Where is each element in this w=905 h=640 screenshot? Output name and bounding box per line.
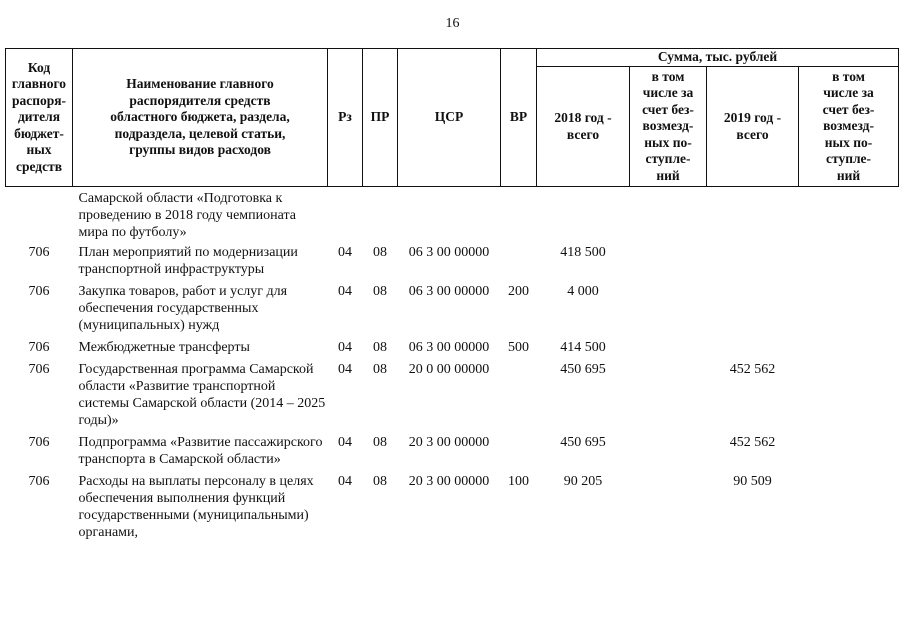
cell-name: Межбюджетные трансферты — [78, 340, 250, 355]
cell-csr: 06 3 00 00000 — [408, 245, 490, 260]
table-row — [6, 358, 899, 431]
cell-y2018: 450 695 — [560, 362, 606, 377]
cell-y2019-free — [799, 280, 899, 336]
header-vr: ВР — [501, 49, 537, 187]
cell-pr: 08 — [373, 340, 387, 355]
cell-y2019-free — [799, 241, 899, 280]
cell-y2018-free — [630, 358, 707, 431]
table-row — [6, 470, 899, 543]
cell-csr: 06 3 00 00000 — [408, 284, 490, 299]
cell-y2018: 4 000 — [567, 284, 599, 299]
cell-rz: 04 — [338, 245, 352, 260]
cell-rz: 04 — [338, 435, 352, 450]
cell-rz: 04 — [338, 474, 352, 489]
cell-y2019-free — [799, 431, 899, 470]
cell-code: 706 — [28, 340, 50, 355]
table-row — [6, 431, 899, 470]
cell-code: 706 — [28, 362, 50, 377]
cell-rz: 04 — [338, 340, 352, 355]
cell-y2018-free — [630, 431, 707, 470]
cell-code: 706 — [28, 284, 50, 299]
cell-y2019: 452 562 — [729, 435, 776, 450]
cell-y2019-free — [799, 336, 899, 358]
cell-vr — [501, 431, 537, 470]
table-row — [6, 241, 899, 280]
table-row — [6, 280, 899, 336]
cell-csr: 20 3 00 00000 — [408, 474, 490, 489]
cell-name: Закупка товаров, работ и услуг для обеспечения государственных (муниципальных) нужд — [78, 284, 288, 333]
header-rz: Рз — [328, 49, 363, 187]
cell-y2019-free — [799, 358, 899, 431]
header-name: Наименование главного распорядителя средств областного бюджета, раздела, подраздела, целевой статьи, группы видов расходов — [73, 49, 328, 187]
cell-y2019-free — [799, 470, 899, 543]
cell-csr: 06 3 00 00000 — [408, 340, 490, 355]
cell-name: Расходы на выплаты персоналу в целях обеспечения выполнения функций государственными (муниципальными) органами, — [78, 474, 314, 540]
header-2018-free: в том числе за счет без- возмезд- ных по- ступле- ний — [630, 67, 707, 187]
header-2019-total: 2019 год - всего — [707, 67, 799, 187]
cell-code: 706 — [28, 435, 50, 450]
cell-pr: 08 — [373, 284, 387, 299]
header-code: Код главного распоря- дителя бюджет- ных средств — [6, 49, 73, 187]
continuation-row — [6, 187, 899, 242]
cell-y2018: 450 695 — [560, 435, 606, 450]
header-2018-total: 2018 год - всего — [537, 67, 630, 187]
cell-y2018-free — [630, 336, 707, 358]
cell-vr: 100 — [508, 474, 529, 489]
cell-csr: 20 0 00 00000 — [408, 362, 490, 377]
continuation-text: Самарской области «Подготовка к проведению в 2018 году чемпионата мира по футболу» — [78, 191, 296, 240]
cell-name: План мероприятий по модернизации транспортной инфраструктуры — [78, 245, 298, 277]
cell-y2019 — [707, 336, 799, 358]
cell-y2018-free — [630, 470, 707, 543]
cell-y2018: 418 500 — [560, 245, 606, 260]
cell-y2018-free — [630, 241, 707, 280]
cell-rz: 04 — [338, 362, 352, 377]
table-row — [6, 336, 899, 358]
cell-pr: 08 — [373, 474, 387, 489]
cell-pr: 08 — [373, 435, 387, 450]
header-pr: ПР — [363, 49, 398, 187]
cell-name: Подпрограмма «Развитие пассажирского транспорта в Самарской области» — [78, 435, 323, 467]
cell-y2019: 452 562 — [729, 362, 776, 377]
page-number: 16 — [445, 16, 460, 31]
budget-table — [5, 48, 899, 543]
cell-y2018: 90 205 — [563, 474, 603, 489]
cell-pr: 08 — [373, 362, 387, 377]
cell-vr — [501, 358, 537, 431]
header-csr: ЦСР — [398, 49, 501, 187]
cell-code: 706 — [28, 474, 50, 489]
cell-y2019 — [707, 280, 799, 336]
cell-pr: 08 — [373, 245, 387, 260]
cell-y2019 — [707, 241, 799, 280]
cell-code: 706 — [28, 245, 50, 260]
cell-vr: 200 — [508, 284, 529, 299]
cell-csr: 20 3 00 00000 — [408, 435, 490, 450]
cell-y2018-free — [630, 280, 707, 336]
cell-rz: 04 — [338, 284, 352, 299]
cell-vr: 500 — [508, 340, 529, 355]
cell-name: Государственная программа Самарской области «Развитие транспортной системы Самарской области (2014 – 2025 годы)» — [78, 362, 326, 428]
cell-vr — [501, 241, 537, 280]
header-sum-group: Сумма, тыс. рублей — [537, 49, 899, 67]
cell-y2019: 90 509 — [733, 474, 772, 489]
cell-y2018: 414 500 — [560, 340, 606, 355]
header-2019-free: в том числе за счет без- возмезд- ных по- ступле- ний — [799, 67, 899, 187]
